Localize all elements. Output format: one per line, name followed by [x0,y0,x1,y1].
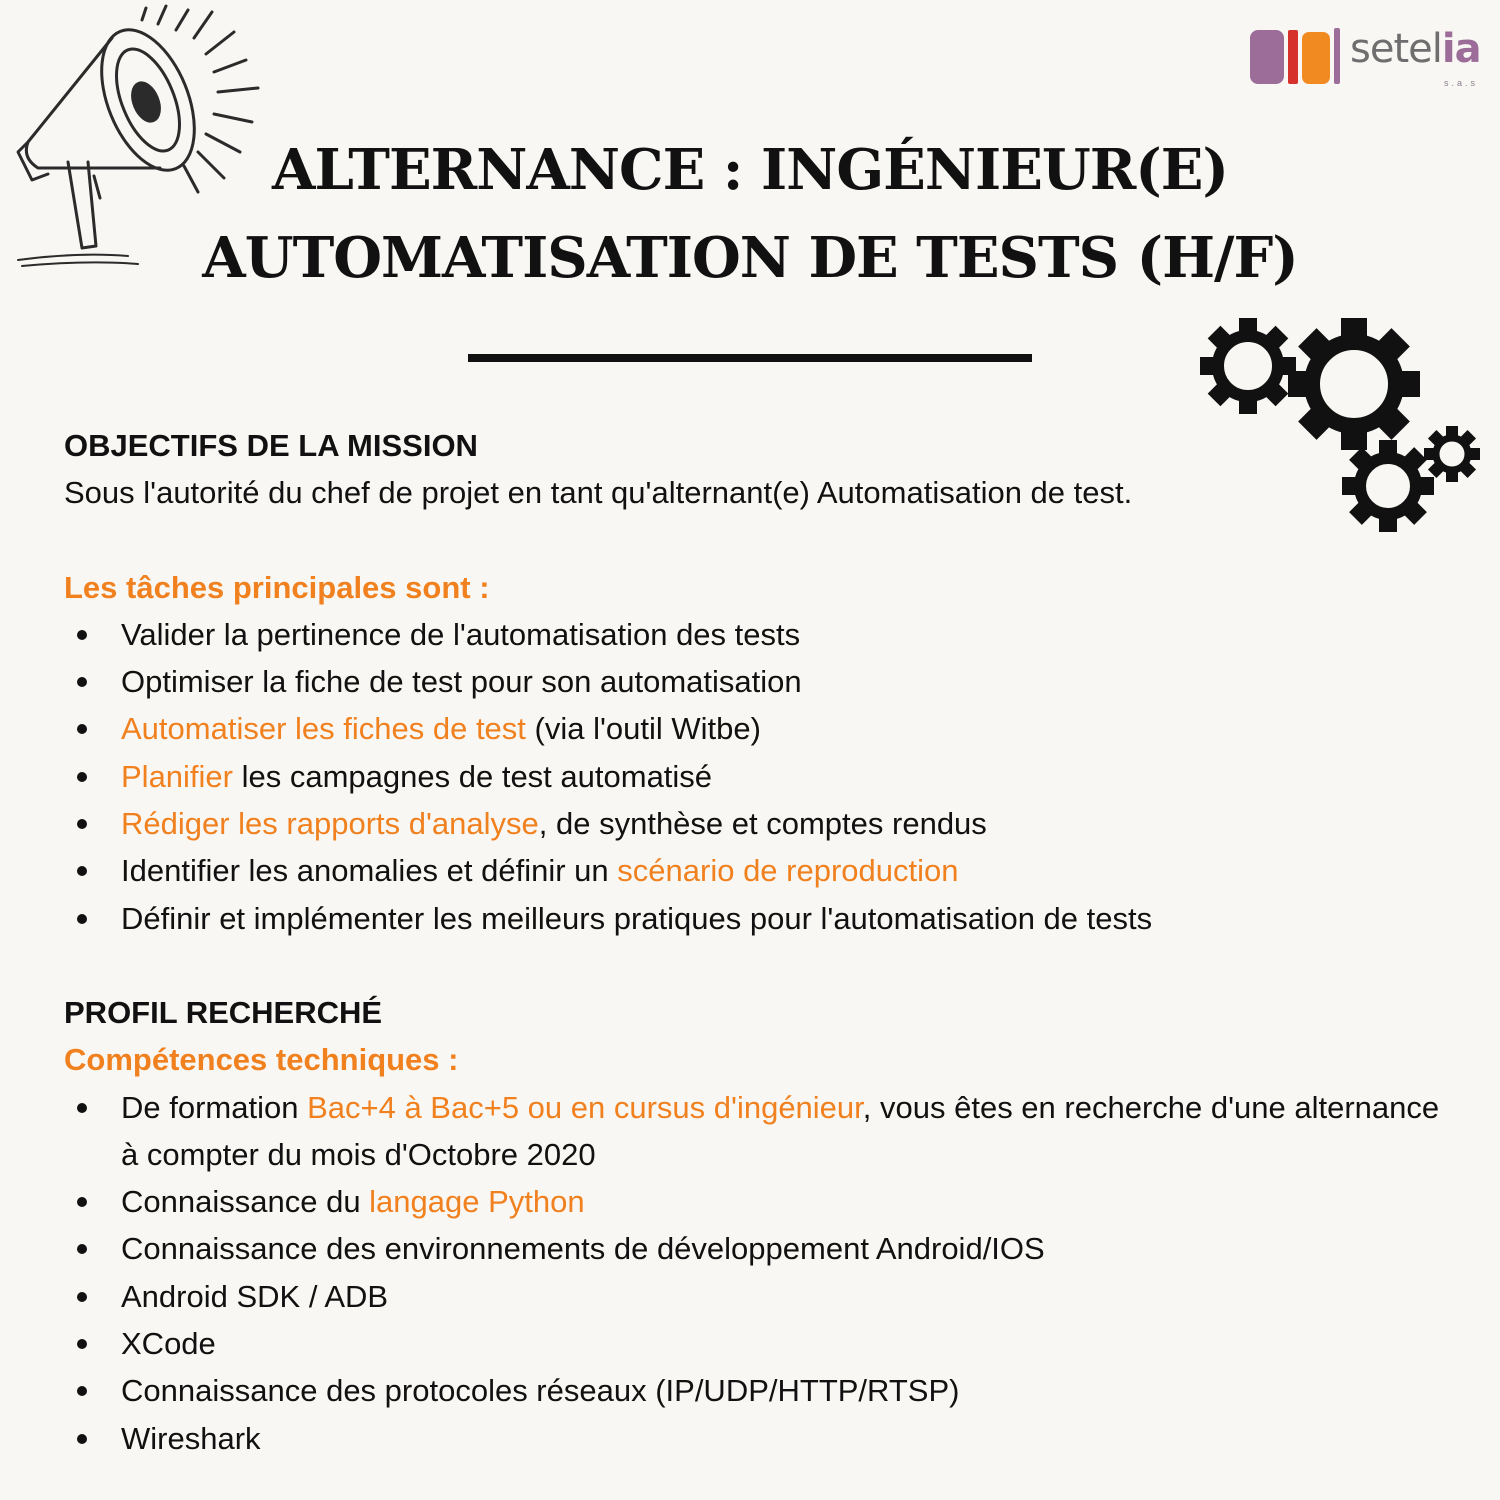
task-item [64,847,1464,894]
bullet-icon [77,866,87,876]
highlight-text: langage Python [369,1184,585,1220]
item-text: Wireshark [121,1420,261,1456]
task-item [64,800,1464,847]
bullet-icon [77,1292,87,1302]
logo-subtext: s.a.s [1443,78,1478,88]
item-text: XCode [121,1326,216,1362]
setelia-logo [1250,22,1486,94]
highlight-text: Rédiger les rapports d'analyse [121,806,539,842]
task-item [64,895,1464,942]
skills-heading: Compétences techniques : [64,1042,459,1078]
task-item [64,705,1464,752]
item-text: De formation [121,1089,308,1125]
job-description [64,422,1464,1462]
skill-item [64,1273,1464,1320]
item-text: , de synthèse et comptes rendus [538,806,987,842]
bullet-icon [77,1434,87,1444]
item-text: Connaissance des protocoles réseaux (IP/UDP/HTTP/RTSP) [121,1373,960,1409]
page-title [0,126,1500,302]
skill-item [64,1225,1464,1272]
skill-item [64,1367,1464,1414]
skills-list [64,1084,1464,1462]
skill-item [64,1320,1464,1367]
title-line-1: ALTERNANCE : INGÉNIEUR(E) [272,137,1228,203]
highlight-text: Bac+4 à Bac+5 ou en cursus d'ingénieur [307,1089,863,1125]
item-text: , vous êtes en recherche d'une alternance à compter du mois d'Octobre 2020 [121,1089,1440,1172]
profile-heading: PROFIL RECHERCHÉ [64,994,383,1030]
mission-intro: Sous l'autorité du chef de projet en tant qu'alternant(e) Automatisation de test. [64,475,1133,511]
highlight-text: scénario de reproduction [617,853,959,889]
task-item [64,658,1464,705]
item-text: (via l'outil Witbe) [525,711,761,747]
item-text: Connaissance du [121,1184,370,1220]
tasks-list [64,611,1464,942]
item-text: Android SDK / ADB [121,1278,389,1314]
bullet-icon [77,1386,87,1396]
highlight-text: Planifier [121,758,233,794]
item-text: Valider la pertinence de l'automatisation des tests [121,616,801,652]
task-item [64,753,1464,800]
item-text: Définir et implémenter les meilleurs pratiques pour l'automatisation de tests [121,900,1153,936]
highlight-text: Automatiser les fiches de test [121,711,526,747]
title-divider [468,354,1032,362]
item-text: les campagnes de test automatisé [233,758,713,794]
skill-item [64,1415,1464,1462]
bullet-icon [77,1197,87,1207]
logo-wordmark: setelia [1350,26,1481,72]
skill-item [64,1178,1464,1225]
bullet-icon [77,772,87,782]
bullet-icon [77,677,87,687]
bullet-icon [77,914,87,924]
bullet-icon [77,819,87,829]
bullet-icon [77,1244,87,1254]
task-item [64,611,1464,658]
bullet-icon [77,1103,87,1113]
item-text: Optimiser la fiche de test pour son automatisation [121,664,802,700]
title-line-2: AUTOMATISATION DE TESTS (H/F) [202,225,1298,291]
item-text: Connaissance des environnements de développement Android/IOS [121,1231,1045,1267]
bullet-icon [77,630,87,640]
item-text: Identifier les anomalies et définir un [121,853,618,889]
tasks-heading: Les tâches principales sont : [64,569,490,605]
mission-heading: OBJECTIFS DE LA MISSION [64,428,478,463]
skill-item [64,1084,1464,1179]
bullet-icon [77,724,87,734]
bullet-icon [77,1339,87,1349]
